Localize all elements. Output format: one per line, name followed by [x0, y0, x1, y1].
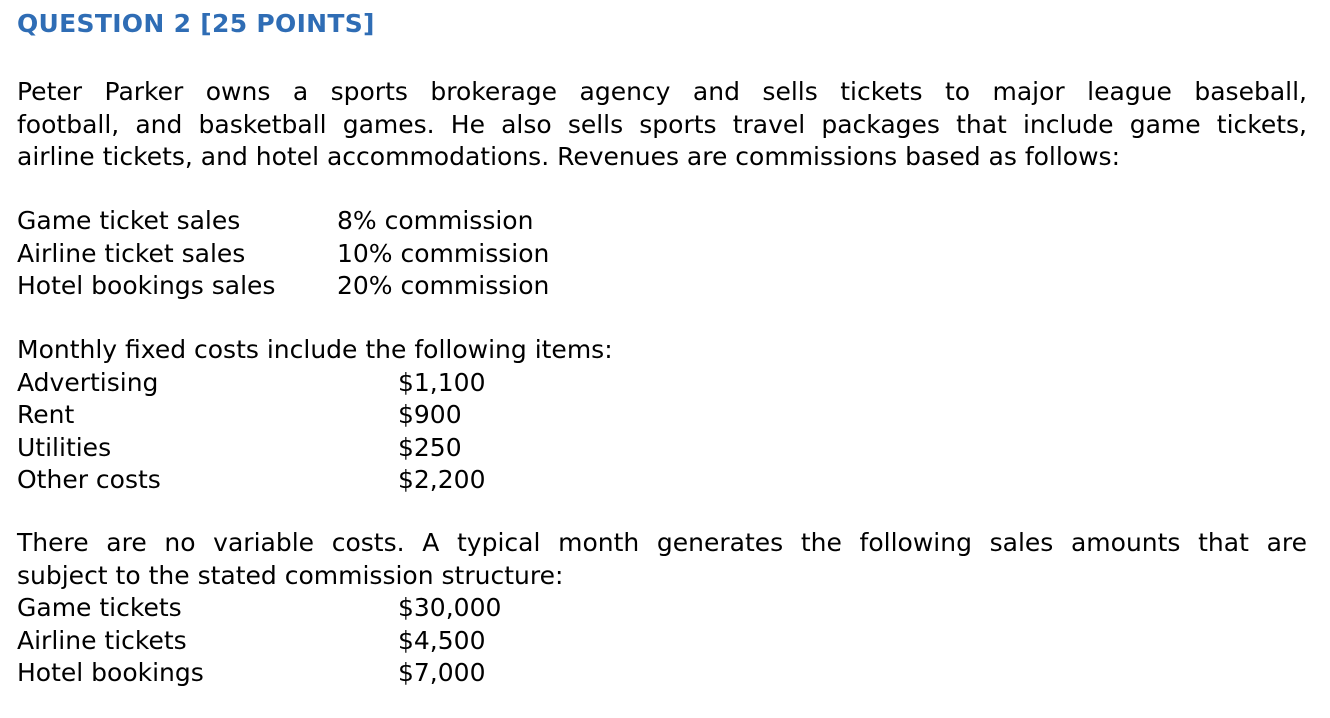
- fixed-cost-label: Utilities: [17, 432, 112, 462]
- intro-line: Peter Parker owns a sports brokerage agency and sells tickets to major league baseball,: [17, 77, 1307, 106]
- commission-value: 10% commission: [337, 238, 550, 268]
- sales-value: $7,000: [398, 658, 486, 687]
- fixed-cost-label: Advertising: [17, 367, 159, 397]
- fixed-cost-label: Rent: [17, 400, 75, 429]
- sales-label: Hotel bookings: [17, 658, 204, 687]
- sales-line: There are no variable costs. A typical month generates the following sales amounts that are: [17, 528, 1307, 557]
- commission-label: Airline ticket sales: [17, 238, 246, 268]
- intro-line: football, and basketball games. He also sells sports travel packages that include game tickets,: [17, 109, 1307, 139]
- fixed-costs-heading-text: Monthly fixed costs include the following items:: [17, 335, 613, 364]
- sales-line: subject to the stated commission structure:: [17, 560, 564, 590]
- sales-value: $4,500: [398, 625, 486, 655]
- commission-label: Hotel bookings sales: [17, 271, 276, 300]
- fixed-cost-value: $2,200: [398, 465, 486, 494]
- sales-label: Airline tickets: [17, 625, 187, 655]
- intro-paragraph: [17, 76, 1307, 174]
- question-title: QUESTION 2 [25 POINTS]: [17, 9, 375, 38]
- commission-value: 8% commission: [337, 206, 534, 235]
- fixed-cost-value: $900: [398, 400, 462, 429]
- commission-value: 20% commission: [337, 271, 550, 300]
- intro-line: airline tickets, and hotel accommodations. Revenues are commissions based as follows:: [17, 142, 1120, 171]
- fixed-cost-label: Other costs: [17, 465, 161, 494]
- fixed-cost-value: $1,100: [398, 367, 486, 397]
- fixed-cost-value: $250: [398, 432, 462, 462]
- sales-paragraph: [17, 527, 1307, 592]
- commission-label: Game ticket sales: [17, 206, 241, 235]
- sales-value: $30,000: [398, 593, 502, 622]
- sales-label: Game tickets: [17, 593, 182, 622]
